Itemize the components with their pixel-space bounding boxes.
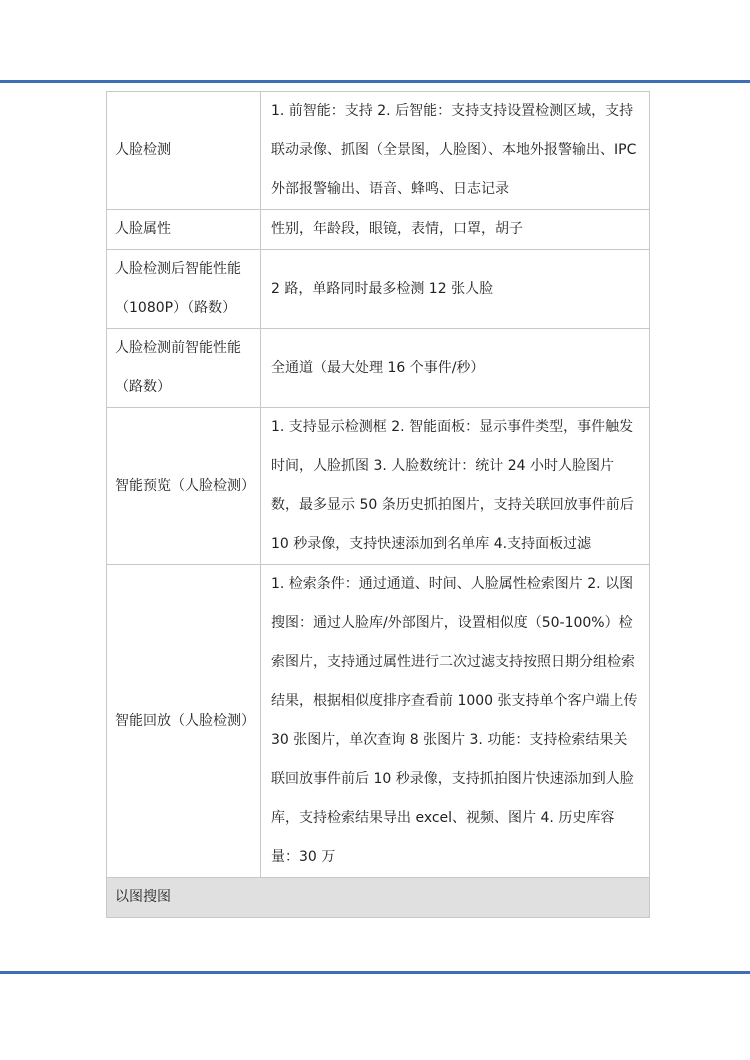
spec-table bbox=[106, 91, 650, 918]
row-key: 智能预览（人脸检测） bbox=[107, 408, 261, 565]
row-value: 1. 检索条件：通过通道、时间、人脸属性检索图片 2. 以图搜图：通过人脸库/外部图片，设置相似度（50-100%）检索图片，支持通过属性进行二次过滤支持按照日期分组检索结果，根据相似度排序查看前 1000 张支持单个客户端上传 30 张图片，单次查询 8 张图片 3. 功能：支持检索结果关联回放事件前后 10 秒录像，支持抓拍图片快速添加到人脸库，支持检索结果导出 excel、视频、图片 4. 历史库容量：30 万 bbox=[261, 565, 650, 878]
row-key: 智能回放（人脸检测） bbox=[107, 565, 261, 878]
section-row bbox=[107, 878, 650, 918]
table-row bbox=[107, 250, 650, 329]
row-value: 全通道（最大处理 16 个事件/秒） bbox=[261, 329, 650, 408]
table-row bbox=[107, 92, 650, 210]
row-value: 2 路，单路同时最多检测 12 张人脸 bbox=[261, 250, 650, 329]
section-label: 以图搜图 bbox=[107, 878, 650, 918]
row-value: 1. 支持显示检测框 2. 智能面板：显示事件类型，事件触发时间，人脸抓图 3. 人脸数统计：统计 24 小时人脸图片数，最多显示 50 条历史抓拍图片，支持关联回放事件前后 10 秒录像，支持快速添加到名单库 4.支持面板过滤 bbox=[261, 408, 650, 565]
table-row bbox=[107, 408, 650, 565]
table-row bbox=[107, 565, 650, 878]
table-row bbox=[107, 210, 650, 250]
footer-rule bbox=[0, 971, 750, 974]
row-value: 1. 前智能：支持 2. 后智能：支持支持设置检测区域，支持联动录像、抓图（全景图，人脸图）、本地外报警输出、IPC 外部报警输出、语音、蜂鸣、日志记录 bbox=[261, 92, 650, 210]
row-key: 人脸检测前智能性能（路数） bbox=[107, 329, 261, 408]
row-key: 人脸检测后智能性能（1080P）（路数） bbox=[107, 250, 261, 329]
table-row bbox=[107, 329, 650, 408]
row-key: 人脸属性 bbox=[107, 210, 261, 250]
header-rule bbox=[0, 80, 750, 83]
row-key: 人脸检测 bbox=[107, 92, 261, 210]
row-value: 性别，年龄段，眼镜，表情，口罩，胡子 bbox=[261, 210, 650, 250]
